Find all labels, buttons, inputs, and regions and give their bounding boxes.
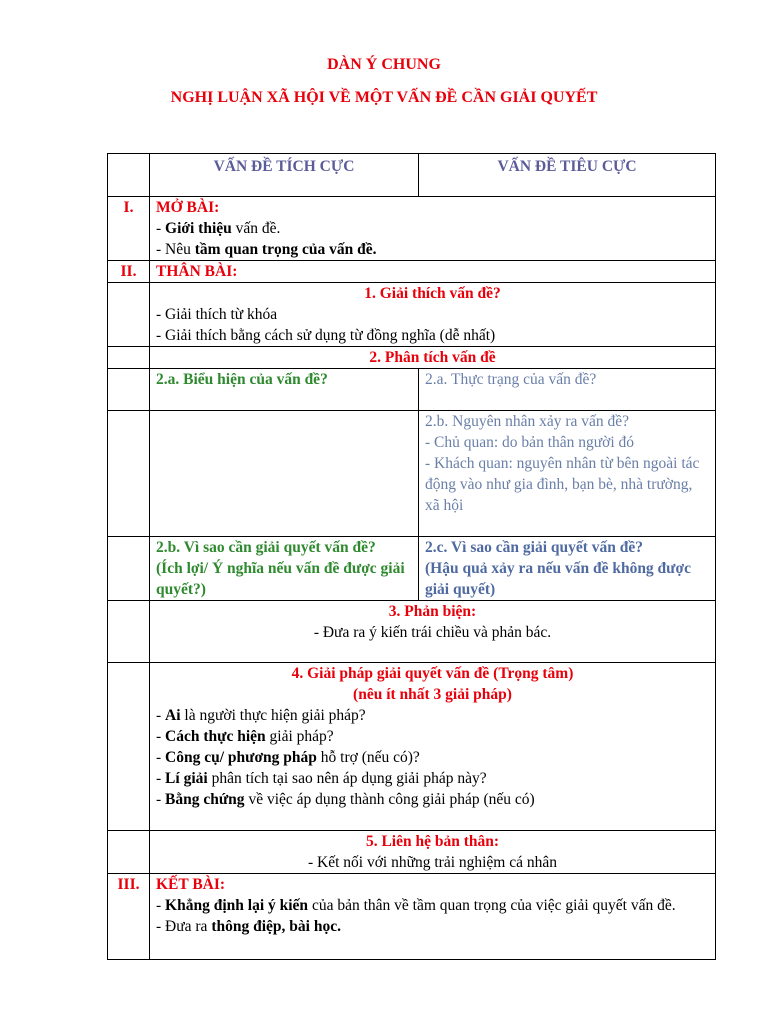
- section-2c-positive-line-2: (Ích lợi/ Ý nghĩa nếu vấn đề được giải quyết?): [156, 560, 405, 598]
- section-5-row: [108, 831, 716, 874]
- section-2a-row: [108, 369, 716, 411]
- intro-line-2: - Nêu tầm quan trọng của vấn đề.: [156, 241, 377, 258]
- section-4-subheading: (nêu ít nhất 3 giải pháp): [353, 686, 512, 703]
- section-2a-negative: 2.a. Thực trạng của vấn đề?: [419, 369, 716, 411]
- section-4-item-5: - Bằng chứng về việc áp dụng thành công giải pháp (nếu có): [156, 791, 535, 808]
- section-2b-negative: [419, 411, 716, 537]
- conclusion-line-2: - Đưa ra thông điệp, bài học.: [156, 918, 341, 935]
- section-2c-negative-line-2: (Hậu quả xảy ra nếu vấn đề không được giải quyết): [425, 560, 691, 598]
- section-2-heading: 2. Phân tích vấn đề: [150, 347, 716, 369]
- section-1-content: [150, 283, 716, 347]
- intro-content: [150, 197, 716, 261]
- section-2-heading-row: [108, 347, 716, 369]
- section-3-line-1: - Đưa ra ý kiến trái chiều và phản bác.: [313, 624, 552, 641]
- section-1-line-2: - Giải thích bằng cách sử dụng từ đồng nghĩa (dễ nhất): [156, 327, 496, 344]
- header-row: [108, 154, 716, 197]
- section-3-content: [150, 601, 716, 663]
- section-2b-positive: [150, 411, 419, 537]
- section-2b-line-2: - Khách quan: nguyên nhân từ bên ngoài tác động vào như gia đình, bạn bè, nhà trường, xã hội: [425, 455, 700, 514]
- intro-number: I.: [108, 197, 150, 261]
- section-4-heading: 4. Giải pháp giải quyết vấn đề (Trọng tâm): [291, 665, 574, 682]
- body-heading: THÂN BÀI:: [150, 261, 716, 283]
- section-2c-positive: [150, 537, 419, 601]
- section-2a-positive: 2.a. Biểu hiện của vấn đề?: [150, 369, 419, 411]
- section-4-item-4: - Lí giải phân tích tại sao nên áp dụng giải pháp này?: [156, 770, 487, 787]
- document-subtitle: NGHỊ LUẬN XÃ HỘI VỀ MỘT VẤN ĐỀ CẦN GIẢI QUYẾT: [170, 89, 598, 106]
- header-negative: VẤN ĐỀ TIÊU CỰC: [419, 154, 716, 197]
- conclusion-number: III.: [108, 874, 150, 960]
- document-title: DÀN Ý CHUNG: [327, 56, 441, 73]
- body-row: [108, 261, 716, 283]
- section-2b-row: [108, 411, 716, 537]
- section-4-content: [150, 663, 716, 831]
- conclusion-line-1: - Khẳng định lại ý kiến của bản thân về tầm quan trọng của việc giải quyết vấn đề.: [156, 897, 676, 914]
- section-5-line-1: - Kết nối với những trải nghiệm cá nhân: [307, 854, 558, 871]
- section-2b-line-1: - Chủ quan: do bản thân người đó: [425, 434, 635, 451]
- section-2c-negative-line-1: 2.c. Vì sao cần giải quyết vấn đề?: [425, 539, 644, 556]
- section-2c-row: [108, 537, 716, 601]
- header-empty-cell: [108, 154, 150, 197]
- header-positive: VẤN ĐỀ TÍCH CỰC: [150, 154, 419, 197]
- conclusion-heading: KẾT BÀI:: [156, 876, 226, 893]
- section-4-row: [108, 663, 716, 831]
- section-4-item-1: - Ai là người thực hiện giải pháp?: [156, 707, 366, 724]
- section-2c-positive-line-1: 2.b. Vì sao cần giải quyết vấn đề?: [156, 539, 376, 556]
- intro-line-1: - Giới thiệu vấn đề.: [156, 220, 281, 237]
- section-1-heading: 1. Giải thích vấn đề?: [364, 285, 501, 302]
- body-number: II.: [108, 261, 150, 283]
- section-4-item-3: - Công cụ/ phương pháp hỗ trợ (nếu có)?: [156, 749, 420, 766]
- section-1-line-1: - Giải thích từ khóa: [156, 306, 278, 323]
- intro-row: [108, 197, 716, 261]
- section-3-row: [108, 601, 716, 663]
- intro-heading: MỞ BÀI:: [156, 199, 220, 216]
- section-5-content: [150, 831, 716, 874]
- section-5-heading: 5. Liên hệ bản thân:: [365, 833, 500, 850]
- outline-table: [107, 153, 716, 960]
- section-3-heading: 3. Phản biện:: [388, 603, 477, 620]
- section-2c-negative: [419, 537, 716, 601]
- section-1-row: [108, 283, 716, 347]
- section-4-item-2: - Cách thực hiện giải pháp?: [156, 728, 334, 745]
- conclusion-content: [150, 874, 716, 960]
- section-2b-heading: 2.b. Nguyên nhân xảy ra vấn đề?: [425, 413, 630, 430]
- conclusion-row: [108, 874, 716, 960]
